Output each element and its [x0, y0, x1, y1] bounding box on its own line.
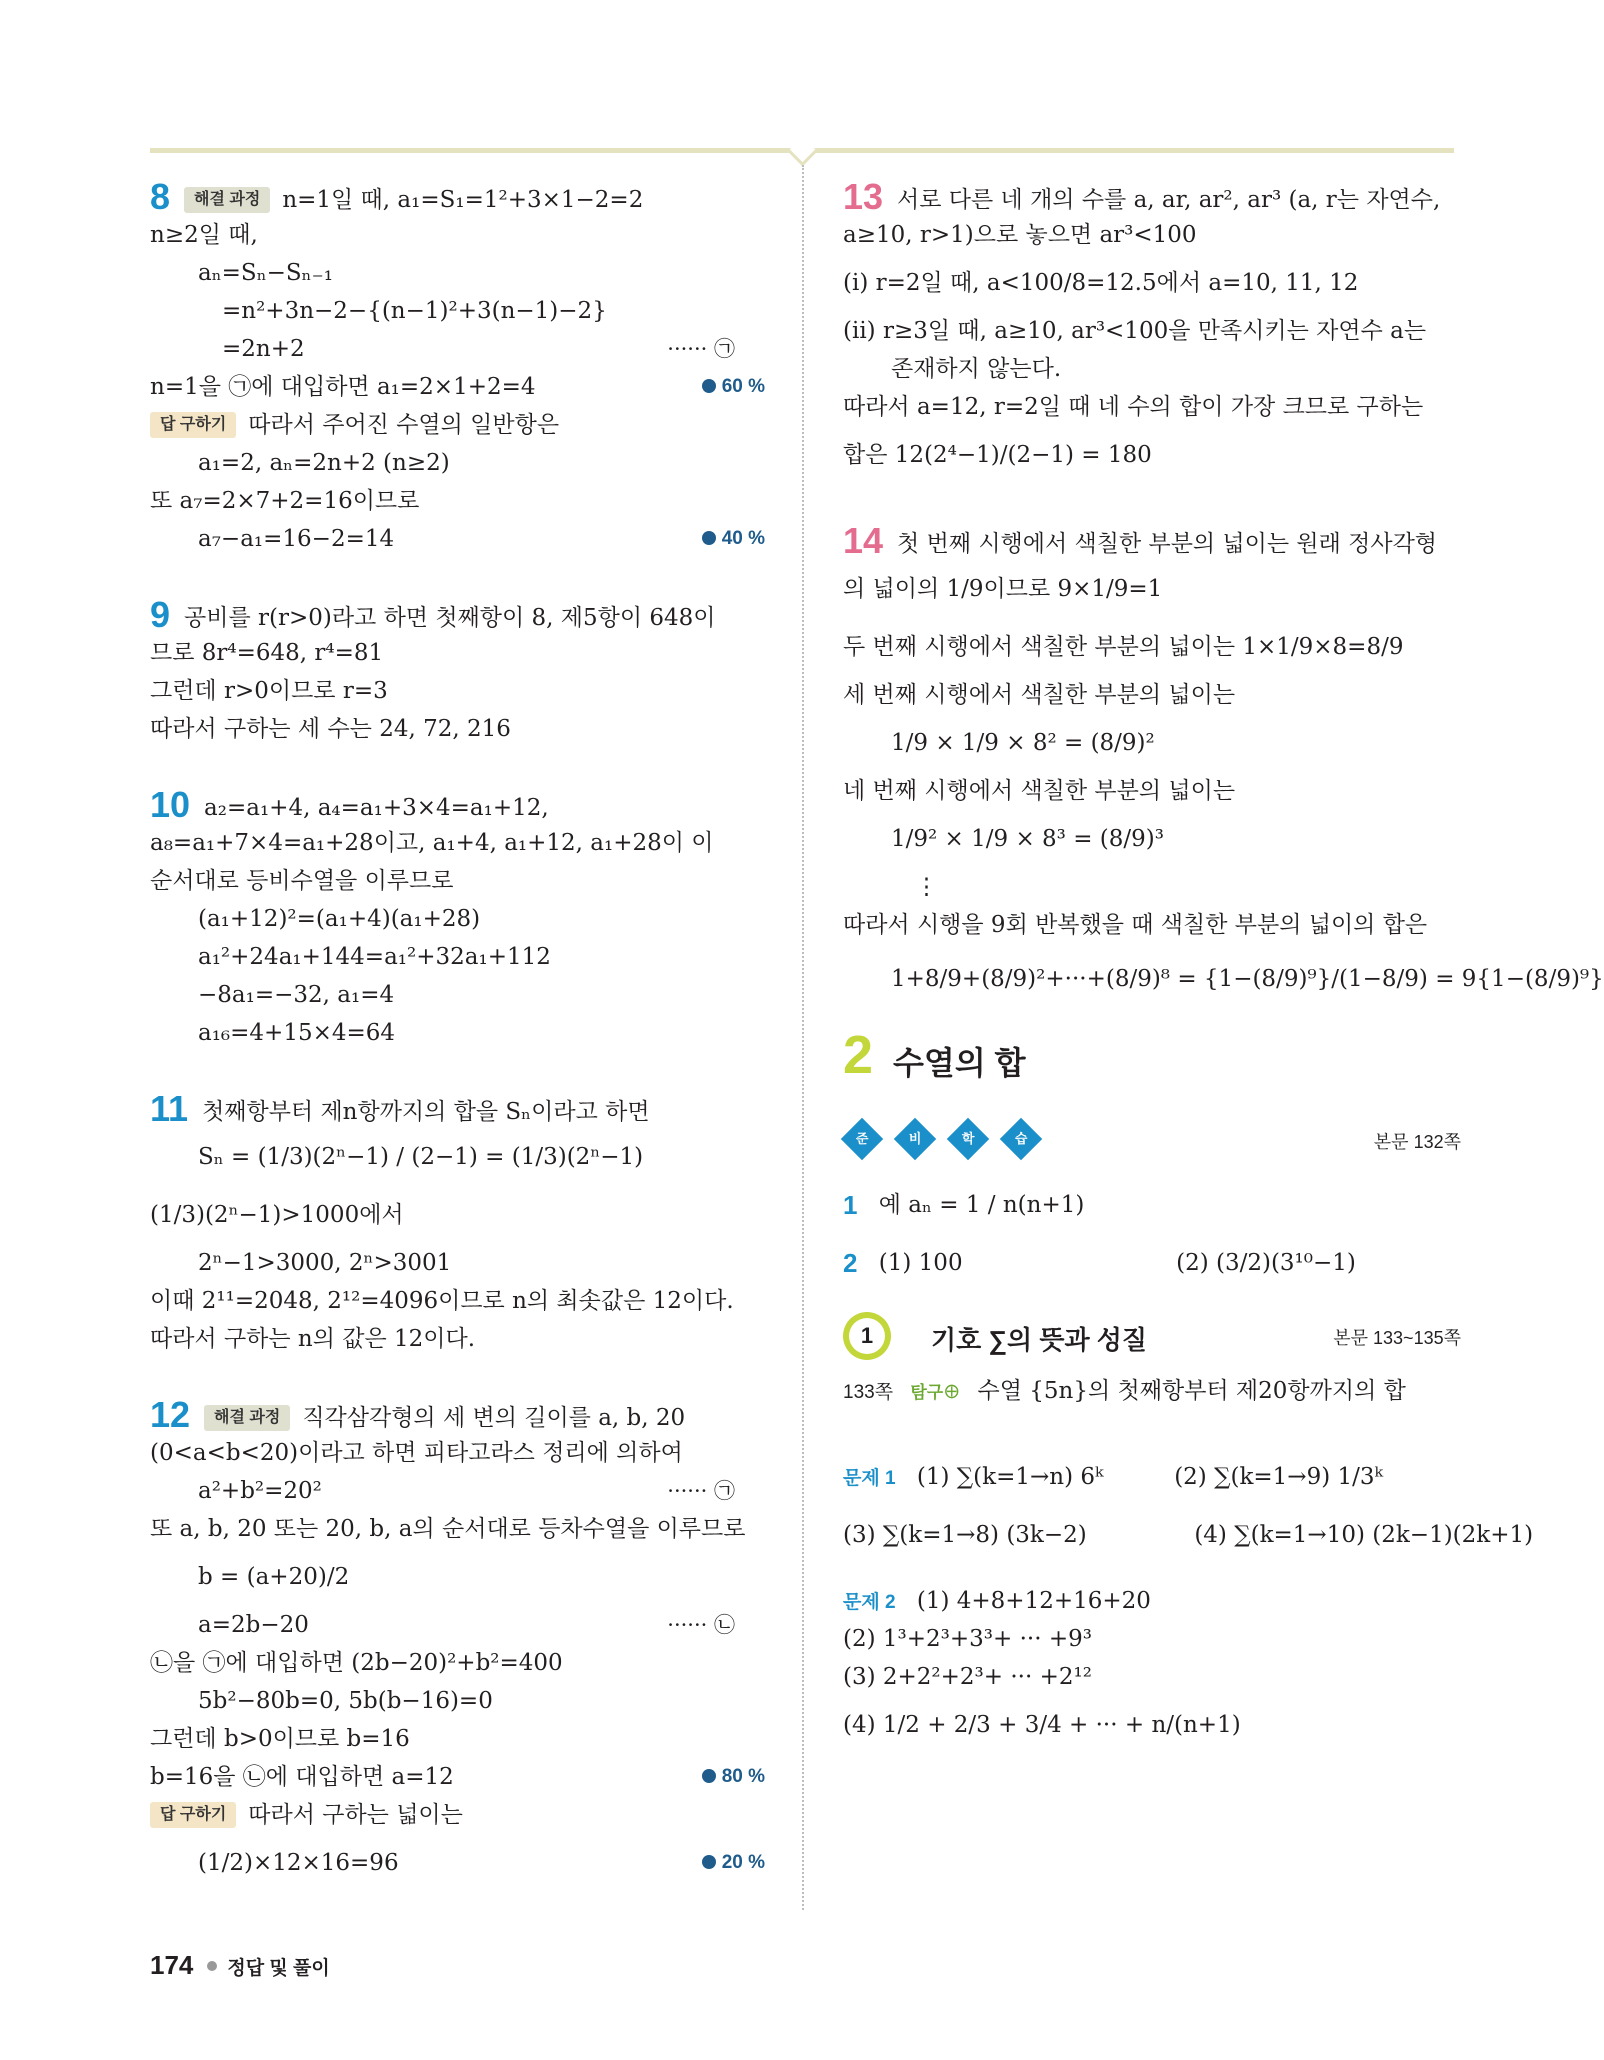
- equation-marker: ······ ㉡: [667, 1613, 735, 1637]
- problem-number: 11: [150, 1088, 189, 1129]
- solution-line: [150, 976, 765, 1014]
- solution-line: [150, 1320, 765, 1358]
- line-text: n=1일 때, a₁=S₁=1²+3×1−2=2: [282, 187, 644, 213]
- spacer: [150, 558, 765, 596]
- solution-line: [150, 1720, 765, 1758]
- solution-line: [150, 1244, 765, 1282]
- section-header: [843, 1024, 1461, 1094]
- line-text: (0<a<b<20)이라고 하면 피타고라스 정리에 의하여: [150, 1440, 683, 1466]
- line-text: a₂=a₁+4, a₄=a₁+3×4=a₁+12,: [204, 795, 549, 821]
- problem-number: 14: [843, 520, 884, 561]
- line-text: (1/3)(2ⁿ−1)>1000에서: [150, 1202, 404, 1228]
- problem-11-start: [150, 1090, 765, 1128]
- solution-line: [843, 312, 1461, 350]
- prep-badges: [843, 1124, 1461, 1166]
- line-text: 1/9 × 1/9 × 8² = (8/9)²: [891, 730, 1155, 756]
- problem-2-item-3: (3) 2+2²+2³+ ··· +2¹²: [843, 1664, 1092, 1690]
- answer-tag: 답 구하기: [150, 412, 236, 438]
- subsection-badge: 1: [843, 1312, 891, 1360]
- problem-number: 9: [150, 594, 171, 635]
- solution-line: [150, 1644, 765, 1682]
- spacer: [150, 748, 765, 786]
- problem-12-start: [150, 1396, 765, 1434]
- solutions-13-14: [843, 176, 1604, 1014]
- explore-line: 133쪽 탐구⊕ 수열 {5n}의 첫째항부터 제20항까지의 합: [843, 1378, 1406, 1404]
- solution-line: [150, 1434, 765, 1472]
- line-text: Sₙ = (1/3)(2ⁿ−1) / (2−1) = (1/3)(2ⁿ−1): [198, 1144, 644, 1170]
- subsection-title: 기호 ∑의 뜻과 성질: [931, 1325, 1148, 1355]
- spacer: [843, 484, 1461, 522]
- line-text: (a₁+12)²=(a₁+4)(a₁+28): [198, 906, 481, 932]
- line-text: =2n+2: [222, 336, 305, 362]
- left-column: [150, 178, 765, 1892]
- prep-badge: 습: [1000, 1118, 1042, 1160]
- solution-line: [150, 444, 765, 482]
- solution-line: [150, 1472, 765, 1510]
- line-text: a₈=a₁+7×4=a₁+28이고, a₁+4, a₁+12, a₁+28이 이: [150, 830, 714, 856]
- step-tag: 해결 과정: [184, 187, 270, 213]
- solution-line: [150, 520, 765, 558]
- line-text: 합은 12(2⁴−1)/(2−1) = 180: [843, 442, 1152, 468]
- problem-14-start: [843, 522, 1461, 560]
- line-text: 따라서 구하는 넓이는: [248, 1802, 463, 1828]
- solution-line: [843, 868, 1461, 906]
- problem-number: 10: [150, 784, 191, 825]
- score-percent: 80 %: [702, 1758, 765, 1796]
- line-text: a²+b²=20²: [198, 1478, 322, 1504]
- solution-line: [150, 1282, 765, 1320]
- line-text: 첫 번째 시행에서 색칠한 부분의 넓이는 원래 정사각형: [897, 531, 1438, 557]
- step-tag: 해결 과정: [204, 1405, 290, 1431]
- score-percent: 20 %: [702, 1834, 765, 1892]
- line-text: a₁=2, aₙ=2n+2 (n≥2): [198, 450, 450, 476]
- subsection-header: [843, 1312, 1461, 1368]
- solution-line: [150, 482, 765, 520]
- solution-line: [843, 676, 1461, 714]
- solution-line: [843, 772, 1461, 810]
- solution-line: [843, 216, 1461, 254]
- line-text: 존재하지 않는다.: [891, 356, 1062, 382]
- solution-line: [843, 560, 1461, 618]
- prep-item-1: 1 예 aₙ = 1 / n(n+1): [843, 1190, 1085, 1220]
- line-text: 순서대로 등비수열을 이루므로: [150, 868, 454, 894]
- solution-line: [150, 216, 765, 254]
- page-footer: [150, 1950, 330, 1981]
- column-divider: [802, 165, 804, 1910]
- solution-line: [150, 1186, 765, 1244]
- solution-line: [150, 1682, 765, 1720]
- solution-line: [843, 254, 1461, 312]
- line-text: 므로 8r⁴=648, r⁴=81: [150, 640, 384, 666]
- line-text: 따라서 주어진 수열의 일반항은: [248, 412, 560, 438]
- problem-2-item-2: (2) 1³+2³+3³+ ··· +9³: [843, 1626, 1092, 1652]
- solution-line: [843, 810, 1461, 868]
- solution-line: [843, 618, 1461, 676]
- footer-title: 정답 및 풀이: [227, 1958, 330, 1979]
- line-text: a≥10, r>1)으로 놓으면 ar³<100: [843, 222, 1197, 248]
- line-text: 또 a₇=2×7+2=16이므로: [150, 488, 420, 514]
- problem-number: 8: [150, 176, 171, 217]
- line-text: (ⅱ) r≥3일 때, a≥10, ar³<100을 만족시키는 자연수 a는: [843, 318, 1427, 344]
- line-text: 네 번째 시행에서 색칠한 부분의 넓이는: [843, 778, 1236, 804]
- problem-13-start: [843, 178, 1461, 216]
- problem-1-row-b: (3) ∑(k=1→8) (3k−2) (4) ∑(k=1→10) (2k−1)(2k+1): [843, 1522, 1534, 1548]
- solution-line: [150, 1014, 765, 1052]
- solution-line: [150, 900, 765, 938]
- solution-line: [150, 824, 765, 862]
- spacer: [150, 1358, 765, 1396]
- solution-line: [150, 1548, 765, 1606]
- solution-line: [843, 388, 1461, 426]
- prep-item-2: 2 (1) 100 (2) (3/2)(3¹⁰−1): [843, 1248, 1356, 1278]
- equation-marker: ······ ㉠: [667, 1479, 735, 1503]
- line-text: 5b²−80b=0, 5b(b−16)=0: [198, 1688, 493, 1714]
- solution-line: [150, 292, 765, 330]
- line-text: ⋮: [915, 874, 938, 900]
- line-text: 따라서 시행을 9회 반복했을 때 색칠한 부분의 넓이의 합은: [843, 912, 1428, 938]
- problem-2-item-1: 문제 2 (1) 4+8+12+16+20: [843, 1588, 1151, 1614]
- solution-line: [843, 426, 1461, 484]
- line-text: =n²+3n−2−{(n−1)²+3(n−1)−2}: [222, 298, 607, 324]
- solution-line: [843, 350, 1461, 388]
- line-text: 그런데 b>0이므로 b=16: [150, 1726, 410, 1752]
- line-text: 또 a, b, 20 또는 20, b, a의 순서대로 등차수열을 이루므로: [150, 1516, 746, 1542]
- line-text: n=1을 ㉠에 대입하면 a₁=2×1+2=4: [150, 374, 536, 400]
- line-text: n≥2일 때,: [150, 222, 258, 248]
- section-number: 2: [843, 1025, 874, 1085]
- solution-line: [150, 1510, 765, 1548]
- line-text: aₙ=Sₙ−Sₙ₋₁: [198, 260, 333, 286]
- prep-page-ref: 본문 132쪽: [1373, 1132, 1461, 1152]
- solution-line: [150, 1606, 765, 1644]
- line-text: a₁²+24a₁+144=a₁²+32a₁+112: [198, 944, 551, 970]
- line-text: 2ⁿ−1>3000, 2ⁿ>3001: [198, 1250, 452, 1276]
- problem-8-start: [150, 178, 765, 216]
- problem-number: 12: [150, 1394, 191, 1435]
- line-text: −8a₁=−32, a₁=4: [198, 982, 395, 1008]
- line-text: 그런데 r>0이므로 r=3: [150, 678, 388, 704]
- line-text: 의 넓이의 1/9이므로 9×1/9=1: [843, 576, 1163, 602]
- line-text: b = (a+20)/2: [198, 1564, 350, 1590]
- line-text: 따라서 구하는 n의 값은 12이다.: [150, 1326, 476, 1352]
- solution-line: [150, 1834, 765, 1892]
- line-text: 공비를 r(r>0)라고 하면 첫째항이 8, 제5항이 648이: [184, 605, 716, 631]
- solution-line: [150, 862, 765, 900]
- line-text: 이때 2¹¹=2048, 2¹²=4096이므로 n의 최솟값은 12이다.: [150, 1288, 734, 1314]
- top-rule-notch: [788, 137, 818, 167]
- line-text: a=2b−20: [198, 1612, 309, 1638]
- solution-line: [150, 1128, 765, 1186]
- section-title: 수열의 합: [893, 1045, 1026, 1081]
- line-text: 세 번째 시행에서 색칠한 부분의 넓이는: [843, 682, 1236, 708]
- solution-line: [150, 938, 765, 976]
- line-text: 서로 다른 네 개의 수를 a, ar, ar², ar³ (a, r는 자연수,: [897, 187, 1441, 213]
- subsection-page-ref: 본문 133~135쪽: [1333, 1328, 1461, 1348]
- problem-9-start: [150, 596, 765, 634]
- problem-number: 13: [843, 176, 884, 217]
- problem-2-item-4: (4) 1/2 + 2/3 + 3/4 + ··· + n/(n+1): [843, 1712, 1241, 1738]
- equation-marker: ······ ㉠: [667, 337, 735, 361]
- score-percent: 60 %: [702, 368, 765, 406]
- solution-line: [150, 634, 765, 672]
- line-text: 따라서 a=12, r=2일 때 네 수의 합이 가장 크므로 구하는: [843, 394, 1424, 420]
- answer-tag: 답 구하기: [150, 1802, 236, 1828]
- line-text: b=16을 ㉡에 대입하면 a=12: [150, 1764, 454, 1790]
- footer-dot: [207, 1961, 217, 1971]
- solution-line: [150, 1796, 765, 1834]
- problem-10-start: [150, 786, 765, 824]
- solution-line: [150, 406, 765, 444]
- solution-line: [843, 944, 1604, 1014]
- solution-line: [843, 906, 1461, 944]
- spacer: [150, 1052, 765, 1090]
- solution-line: [150, 672, 765, 710]
- problem-1-row-a: 문제 1 (1) ∑(k=1→n) 6ᵏ (2) ∑(k=1→9) 1/3ᵏ: [843, 1464, 1383, 1490]
- prep-badge: 학: [947, 1118, 989, 1160]
- line-text: a₇−a₁=16−2=14: [198, 526, 395, 552]
- solution-line: [150, 254, 765, 292]
- score-percent: 40 %: [702, 520, 765, 558]
- solution-line: [843, 714, 1461, 772]
- line-text: 직각삼각형의 세 변의 길이를 a, b, 20: [302, 1405, 686, 1431]
- solution-line: [150, 368, 765, 406]
- line-text: 1/9² × 1/9 × 8³ = (8/9)³: [891, 826, 1164, 852]
- solution-line: [150, 330, 765, 368]
- solution-line: [150, 1758, 765, 1796]
- line-text: 1+8/9+(8/9)²+···+(8/9)⁸ = {1−(8/9)⁹}/(1−8/9) = 9{1−(8/9)⁹}: [891, 966, 1604, 992]
- right-column: [843, 176, 1604, 1754]
- solution-line: [150, 710, 765, 748]
- line-text: (ⅰ) r=2일 때, a<100/8=12.5에서 a=10, 11, 12: [843, 270, 1359, 296]
- line-text: 따라서 구하는 세 수는 24, 72, 216: [150, 716, 511, 742]
- line-text: 첫째항부터 제n항까지의 합을 Sₙ이라고 하면: [202, 1099, 650, 1125]
- line-text: ㉡을 ㉠에 대입하면 (2b−20)²+b²=400: [150, 1650, 563, 1676]
- prep-badge: 비: [894, 1118, 936, 1160]
- line-text: a₁₆=4+15×4=64: [198, 1020, 396, 1046]
- line-text: (1/2)×12×16=96: [198, 1850, 399, 1876]
- page-number: 174: [150, 1950, 194, 1980]
- prep-badge: 준: [841, 1118, 883, 1160]
- line-text: 두 번째 시행에서 색칠한 부분의 넓이는 1×1/9×8=8/9: [843, 634, 1404, 660]
